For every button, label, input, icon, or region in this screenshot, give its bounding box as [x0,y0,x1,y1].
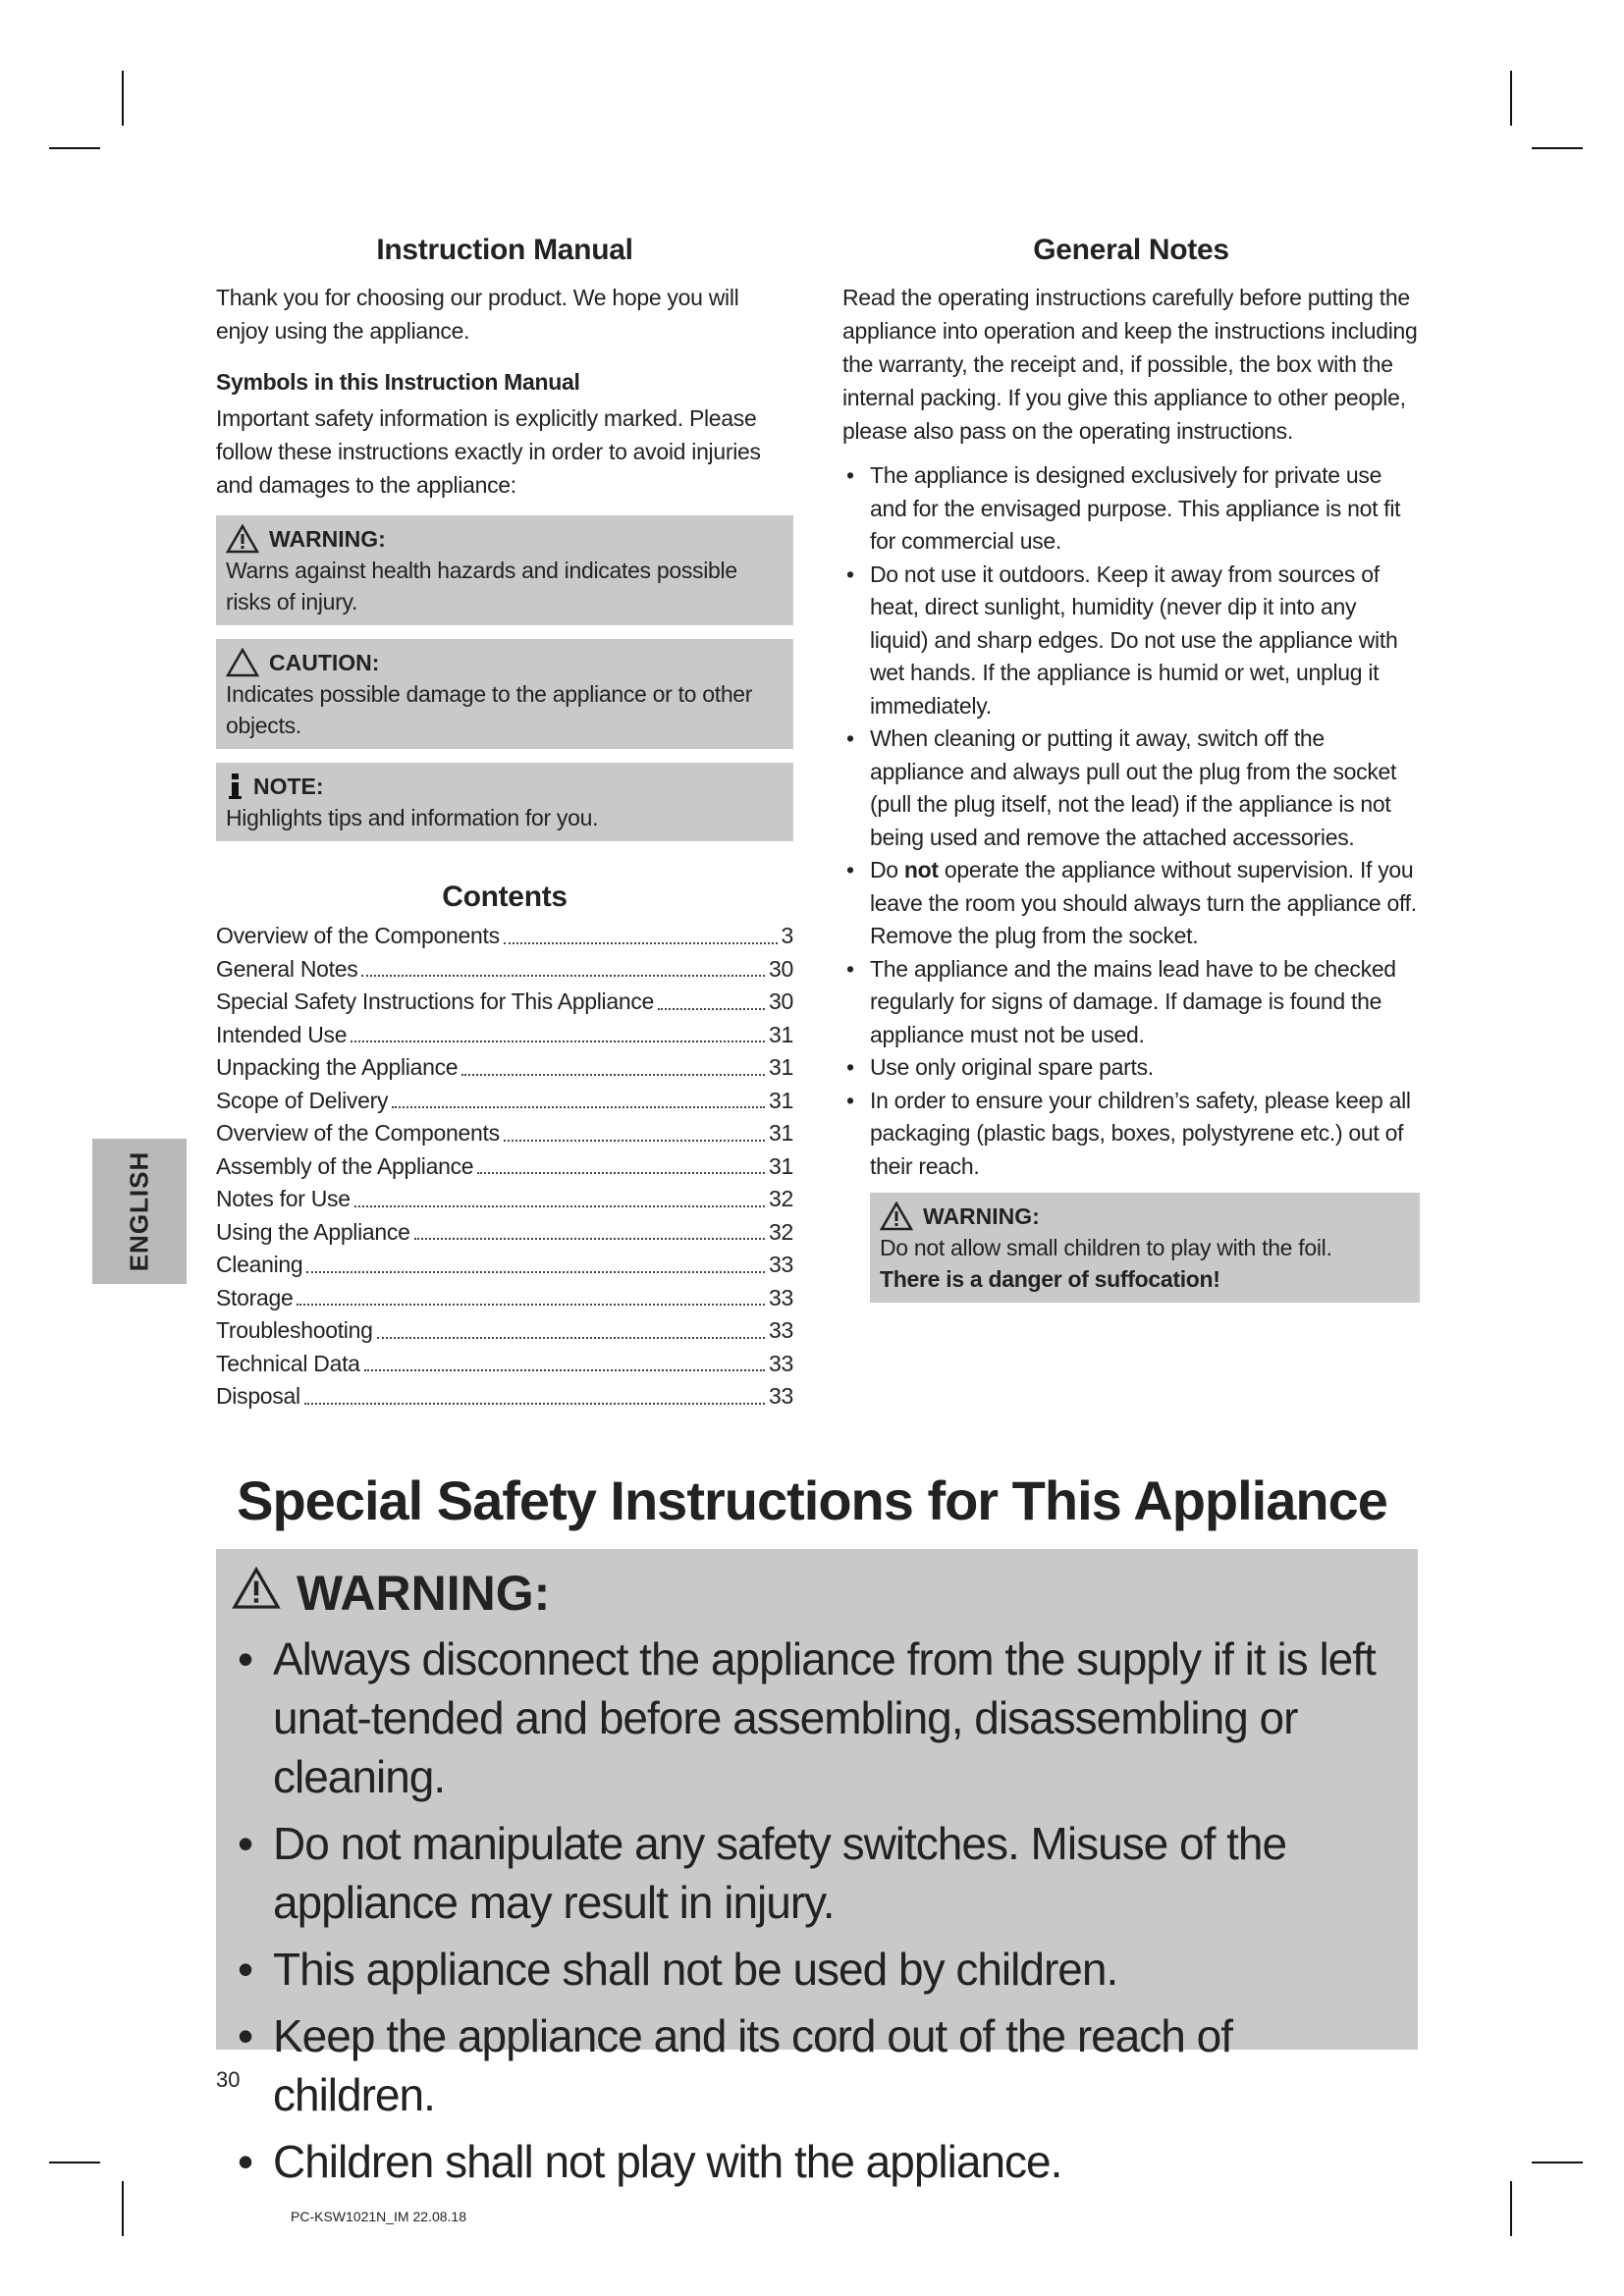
toc-label: Assembly of the Appliance [216,1152,474,1179]
crop-mark [122,71,124,126]
caution-triangle-icon [226,648,259,677]
special-warning-list [226,1629,1404,2199]
toc-row [216,986,793,1019]
toc-label: Overview of the Components [216,1120,500,1146]
toc-leader-dots [414,1216,765,1241]
toc-label: Special Safety Instructions for This Appliance [216,988,655,1014]
language-tab-label: ENGLISH [124,1150,154,1272]
warning-label: WARNING: [297,1566,551,1621]
caution-label: CAUTION: [269,650,380,675]
toc-label: General Notes [216,955,358,982]
list-item: • Use only original spare parts. [846,1054,1154,1080]
list-item: • The appliance is designed exclusively for private use and for the envisaged purpose. This appliance is not fit for commercial use. [846,462,1401,554]
warning-text: Warns against health hazards and indicates possible risks of injury. [226,558,737,614]
list-item: • Always disconnect the appliance from the supply if it is left unat-tended and before assembling, disassembling or cleaning. [238,1633,1376,1802]
toc-row [216,1282,793,1315]
toc-label: Notes for Use [216,1186,351,1211]
toc-row [216,1019,793,1052]
list-item: • The appliance and the mains lead have to be checked regularly for signs of damage. If damage is found the appliance must not be used. [846,955,1396,1047]
toc-leader-dots [306,1249,765,1273]
general-notes-intro: Read the operating instructions carefully before putting the appliance into operation and keep the instructions including the warranty, the receipt and, if possible, the box with the internal packing. If you give this appliance to other people, please also pass on the operating instructions. [842,285,1418,444]
toc-row [216,1051,793,1085]
toc-page-number: 31 [769,1152,793,1179]
toc-page-number: 33 [769,1284,793,1310]
special-safety-heading: Special Safety Instructions for This Appliance [237,1469,1387,1531]
toc-row [216,1117,793,1150]
info-icon [226,772,244,801]
instruction-manual-heading: Instruction Manual [376,234,633,266]
intro-text: Thank you for choosing our product. We hope you will enjoy using the appliance. [216,285,739,344]
table-of-contents [216,920,793,1414]
crop-mark [1510,2181,1512,2236]
toc-page-number: 31 [769,1087,793,1113]
toc-leader-dots [304,1380,765,1405]
toc-leader-dots [461,1051,765,1076]
crop-mark [49,2162,100,2163]
language-tab [92,1139,187,1284]
crop-mark [1532,147,1583,149]
warning-triangle-icon [880,1201,913,1231]
toc-page-number: 33 [769,1350,793,1376]
toc-leader-dots [364,1348,765,1372]
toc-page-number: 30 [769,955,793,982]
toc-row [216,1183,793,1216]
toc-leader-dots [377,1314,765,1339]
list-item: • Do not manipulate any safety switches. Misuse of the appliance may result in injury. [238,1818,1287,1928]
toc-page-number: 31 [769,1054,793,1080]
toc-row [216,1348,793,1381]
right-column [842,234,1420,1303]
note-box [216,763,793,841]
toc-page-number: 31 [769,1120,793,1146]
warning-label: WARNING: [269,526,386,552]
list-item: • When cleaning or putting it away, switch off the appliance and always pull out the plug from the socket (pull the plug itself, not the lead) if the appliance is not being used and remove the attached accessories. [846,725,1397,850]
toc-leader-dots [351,1019,765,1043]
contents-heading: Contents [442,881,568,913]
toc-leader-dots [504,920,778,944]
warning-label: WARNING: [923,1203,1040,1229]
toc-row [216,1380,793,1414]
symbols-text: Important safety information is explicitly marked. Please follow these instructions exactly in order to avoid injuries and damages to the appliance: [216,405,761,498]
list-item: • Do not use it outdoors. Keep it away from sources of heat, direct sunlight, humidity (never dip it into any liquid) and sharp edges. Do not use the appliance with wet hands. If the appliance is humid or wet, unplug it immediately. [846,561,1398,719]
toc-row [216,1249,793,1282]
list-item: • In order to ensure your children’s safety, please keep all packaging (plastic bags, boxes, polystyrene etc.) out of their reach. [846,1087,1411,1179]
toc-page-number: 31 [769,1021,793,1047]
toc-page-number: 30 [769,988,793,1014]
page-number: 30 [216,2067,241,2092]
note-label: NOTE: [253,774,324,799]
toc-leader-dots [361,953,765,978]
toc-row [216,953,793,987]
general-notes-heading: General Notes [1033,234,1229,266]
toc-row [216,1085,793,1118]
caution-text: Indicates possible damage to the appliance or to other objects. [226,681,753,738]
toc-label: Intended Use [216,1021,348,1047]
warning-triangle-icon [232,1565,281,1622]
warning-box [216,515,793,625]
toc-label: Overview of the Components [216,923,500,948]
crop-mark [122,2181,124,2236]
toc-label: Cleaning [216,1252,303,1277]
toc-page-number: 33 [769,1317,793,1343]
toc-label: Troubleshooting [216,1317,373,1343]
footer-code: PC-KSW1021N_IM 22.08.18 [291,2209,466,2224]
toc-label: Disposal [216,1383,300,1409]
caution-box [216,639,793,749]
left-column [216,234,793,1414]
warning-bold-text: There is a danger of suffocation! [880,1266,1220,1292]
toc-page-number: 32 [769,1218,793,1245]
crop-mark [1510,71,1512,126]
warning-text: Do not allow small children to play with the foil. [880,1235,1332,1260]
toc-label: Technical Data [216,1350,360,1376]
symbols-heading: Symbols in this Instruction Manual [216,369,580,395]
toc-leader-dots [354,1183,765,1207]
general-notes-list [842,459,1420,1183]
toc-leader-dots [392,1085,765,1109]
toc-row [216,920,793,953]
list-item: • This appliance shall not be used by children. [238,1944,1118,1995]
crop-mark [1532,2162,1583,2163]
toc-leader-dots [297,1282,765,1307]
note-text: Highlights tips and information for you. [226,805,599,830]
toc-page-number: 3 [781,923,793,948]
list-item: • Do not operate the appliance without supervision. If you leave the room you should always turn the appliance off. Remove the plug from the socket. [846,857,1417,948]
toc-row [216,1150,793,1184]
toc-label: Storage [216,1284,294,1310]
foil-warning-box [870,1193,1420,1303]
toc-page-number: 32 [769,1186,793,1211]
toc-label: Unpacking the Appliance [216,1054,459,1080]
crop-mark [49,147,100,149]
warning-triangle-icon [226,524,259,554]
list-item: • Keep the appliance and its cord out of the reach of children. [238,2010,1233,2120]
toc-page-number: 33 [769,1383,793,1409]
toc-leader-dots [658,986,765,1010]
list-item: • Children shall not play with the appliance. [238,2136,1062,2187]
toc-leader-dots [504,1117,765,1142]
toc-row [216,1314,793,1348]
toc-row [216,1216,793,1250]
toc-label: Using the Appliance [216,1218,410,1245]
toc-leader-dots [477,1150,765,1175]
toc-page-number: 33 [769,1252,793,1277]
toc-label: Scope of Delivery [216,1087,389,1113]
